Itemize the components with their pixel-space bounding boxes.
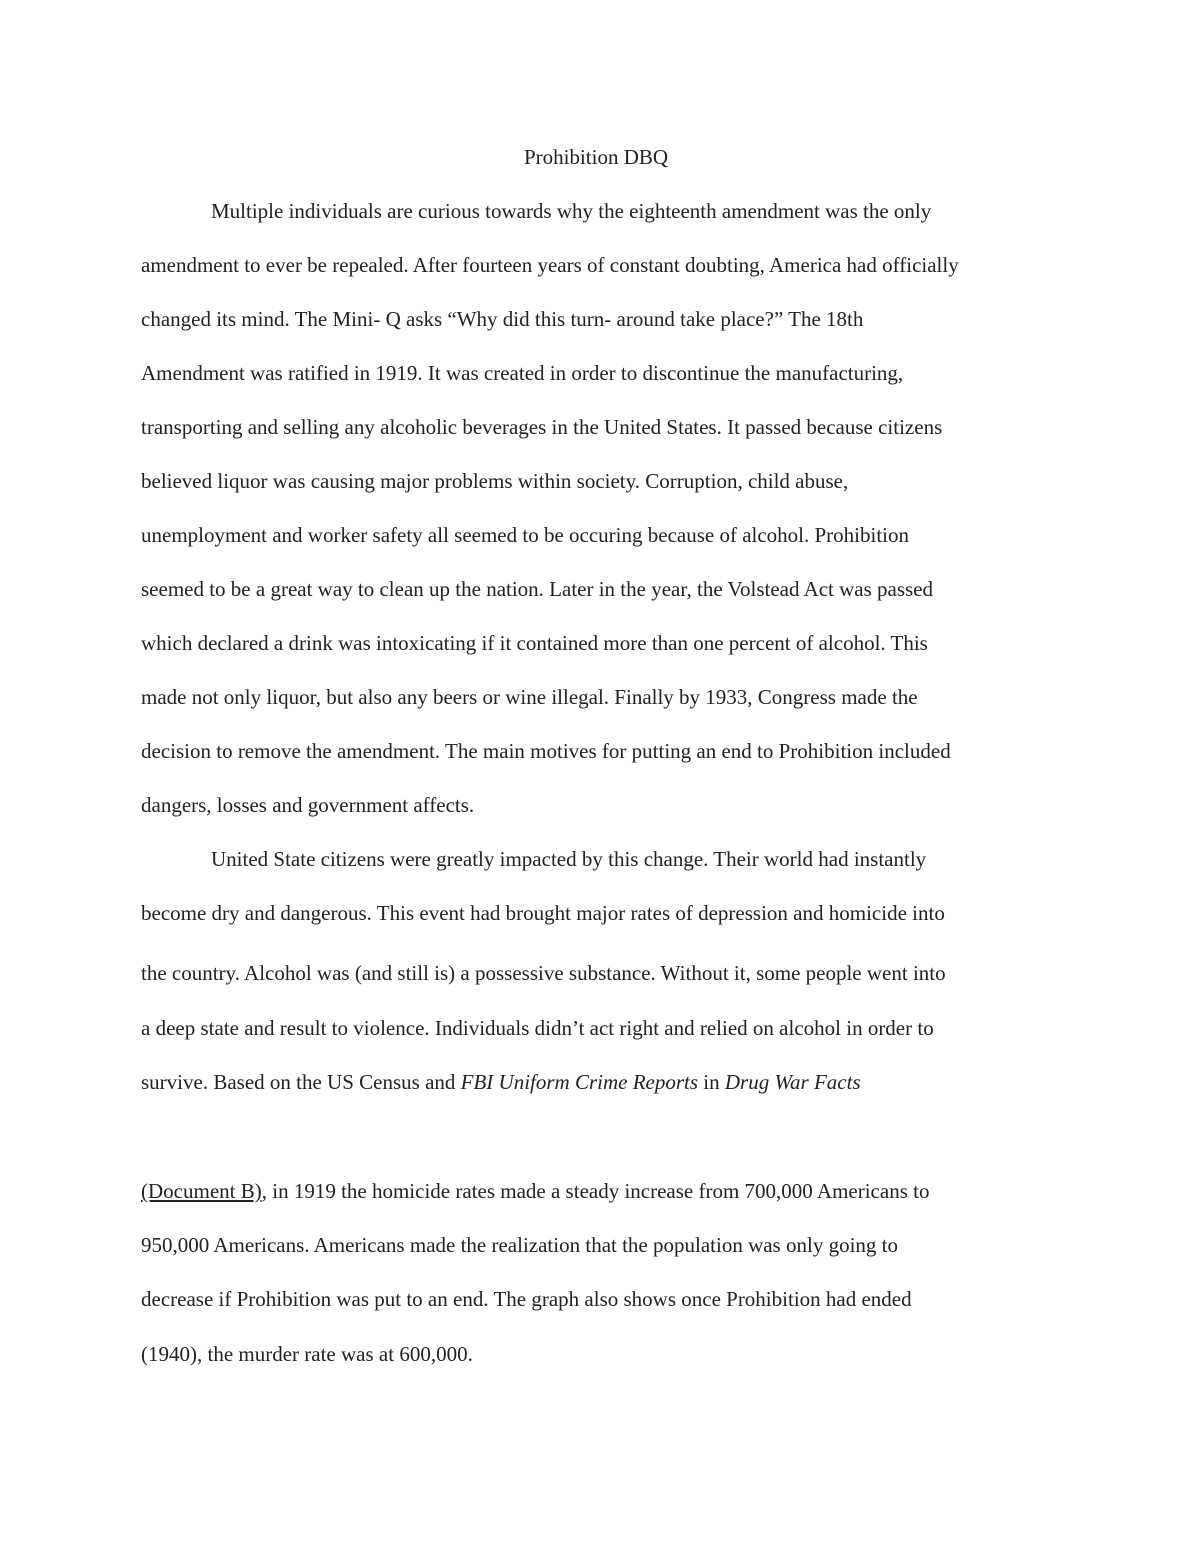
paragraph-2-line: a deep state and result to violence. Individuals didn’t act right and relied on alcohol in order to — [141, 1016, 934, 1040]
paragraph-2-line: decrease if Prohibition was put to an end. The graph also shows once Prohibition had ended — [141, 1287, 912, 1311]
paragraph-1-line: decision to remove the amendment. The main motives for putting an end to Prohibition included — [141, 739, 951, 763]
paragraph-1-line: seemed to be a great way to clean up the nation. Later in the year, the Volstead Act was passed — [141, 577, 934, 601]
paragraph-1-line: Multiple individuals are curious towards why the eighteenth amendment was the only — [211, 199, 932, 223]
paragraph-2-line: the country. Alcohol was (and still is) a possessive substance. Without it, some people went into — [141, 961, 946, 985]
paragraph-2-line — [141, 1068, 861, 1096]
text-run: survive. Based on the US Census and — [141, 1070, 461, 1094]
paragraph-2-line: United State citizens were greatly impacted by this change. Their world had instantly — [211, 847, 927, 871]
document-reference: (Document B) — [141, 1179, 262, 1203]
source-title-drug-war-facts: Drug War Facts — [724, 1070, 861, 1094]
paragraph-2-line: 950,000 Americans. Americans made the realization that the population was only going to — [141, 1233, 898, 1257]
paragraph-2-line: become dry and dangerous. This event had brought major rates of depression and homicide into — [141, 901, 945, 925]
text-run: in — [698, 1070, 725, 1094]
text-run: , in 1919 the homicide rates made a steady increase from 700,000 Americans to — [261, 1179, 930, 1203]
paragraph-1-line: transporting and selling any alcoholic beverages in the United States. It passed because citizens — [141, 415, 943, 439]
paragraph-1-line: which declared a drink was intoxicating if it contained more than one percent of alcohol. This — [141, 631, 928, 655]
document-title: Prohibition DBQ — [523, 145, 669, 169]
paragraph-1-line: Amendment was ratified in 1919. It was created in order to discontinue the manufacturing, — [141, 361, 904, 385]
paragraph-1-line: unemployment and worker safety all seemed to be occuring because of alcohol. Prohibition — [141, 523, 910, 547]
paragraph-2-line — [141, 1177, 929, 1205]
paragraph-1-line: amendment to ever be repealed. After fourteen years of constant doubting, America had officially — [141, 253, 959, 277]
paragraph-2-line: (1940), the murder rate was at 600,000. — [141, 1342, 473, 1366]
paragraph-1-line: made not only liquor, but also any beers or wine illegal. Finally by 1933, Congress made the — [141, 685, 918, 709]
paragraph-1-line: dangers, losses and government affects. — [141, 793, 475, 817]
source-title-fbi-reports: FBI Uniform Crime Reports — [460, 1070, 699, 1094]
paragraph-1-line: changed its mind. The Mini- Q asks “Why did this turn- around take place?” The 18th — [141, 307, 864, 331]
paragraph-1-line: believed liquor was causing major problems within society. Corruption, child abuse, — [141, 469, 849, 493]
